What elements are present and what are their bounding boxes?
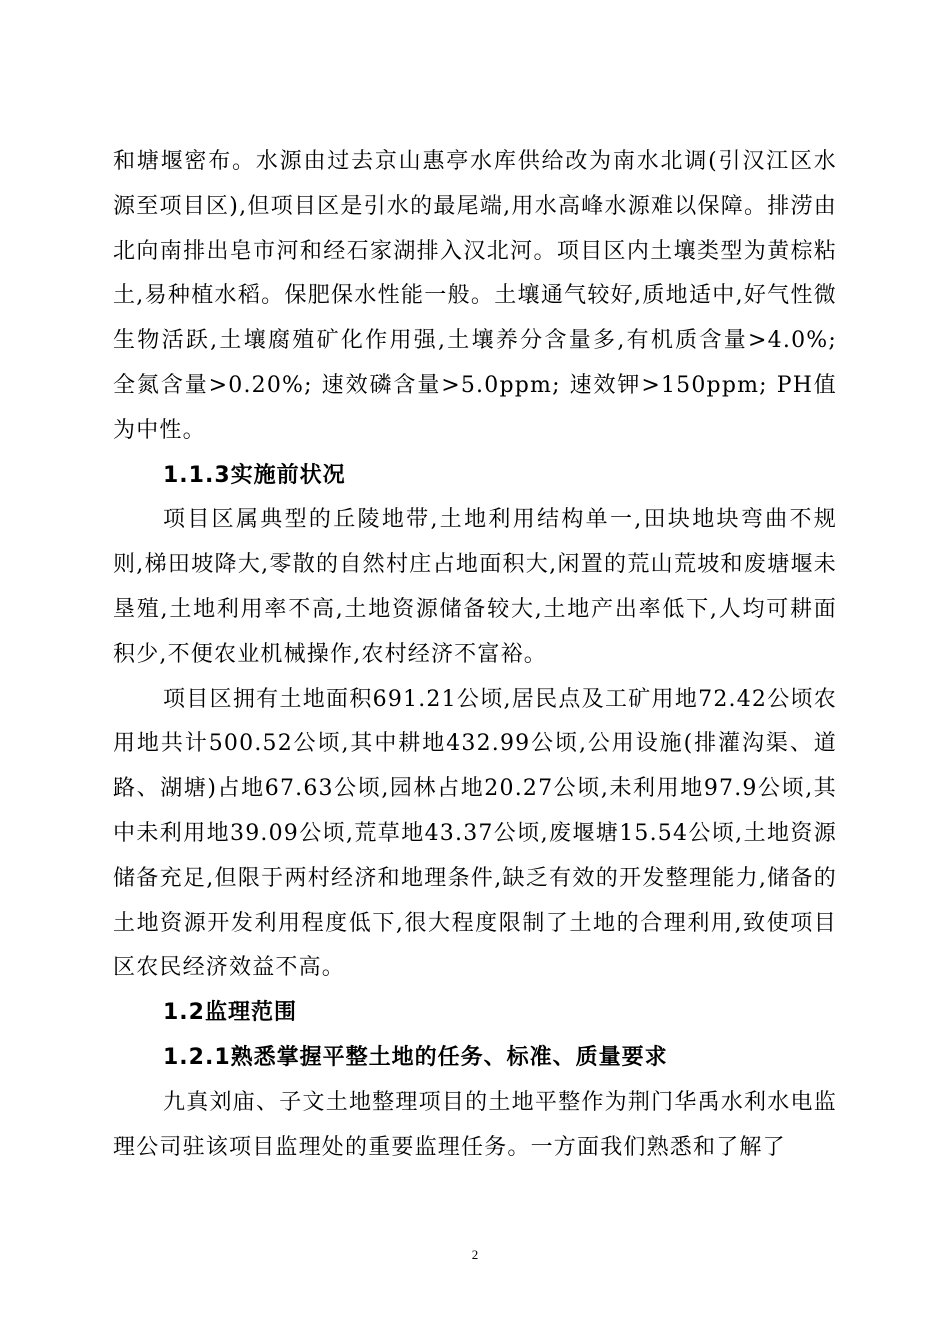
- paragraph-status-terrain: 项目区属典型的丘陵地带,土地利用结构单一,田块地块弯曲不规则,梯田坡降大,零散的自然村庄占地面积大,闲置的荒山荒坡和废塘堰未垦殖,土地利用率不高,土地资源储备较大,土地产出率低下,人均可耕面积少,不便农业机械操作,农村经济不富裕。: [113, 507, 837, 667]
- heading-1-1-3: 1.1.3实施前状况: [163, 462, 346, 488]
- page-body: [113, 140, 837, 1170]
- page-number: 2: [471, 1247, 479, 1262]
- heading-1-2: 1.2监理范围: [163, 1000, 297, 1026]
- paragraph-soil-water: 和塘堰密布。水源由过去京山惠亭水库供给改为南水北调(引汉江区水源至项目区),但项目区是引水的最尾端,用水高峰水源难以保障。排涝由北向南排出皂市河和经石家湖排入汉北河。项目区内土壤类型为黄棕粘土,易种植水稻。保肥保水性能一般。土壤通气较好,质地适中,好气性微生物活跃,土壤腐殖矿化作用强,土壤养分含量多,有机质含量>4.0%; 全氮含量>0.20%; 速效磷含量>5.0ppm; 速效钾>150ppm; PH值为中性。: [113, 149, 837, 443]
- paragraph-status-land-area: 项目区拥有土地面积691.21公顷,居民点及工矿用地72.42公顷农用地共计500.52公顷,其中耕地432.99公顷,公用设施(排灌沟渠、道路、湖塘)占地67.63公顷,园林占地20.27公顷,未利用地97.9公顷,其中未利用地39.09公顷,荒草地43.37公顷,废堰塘15.54公顷,土地资源储备充足,但限于两村经济和地理条件,缺乏有效的开发整理能力,储备的土地资源开发利用程度低下,很大程度限制了土地的合理利用,致使项目区农民经济效益不高。: [113, 686, 837, 981]
- paragraph-scope-task: 九真刘庙、子文土地整理项目的土地平整作为荆门华禹水利水电监理公司驻该项目监理处的重要监理任务。一方面我们熟悉和了解了: [113, 1089, 837, 1160]
- heading-1-2-1: 1.2.1熟悉掌握平整土地的任务、标准、质量要求: [163, 1044, 668, 1070]
